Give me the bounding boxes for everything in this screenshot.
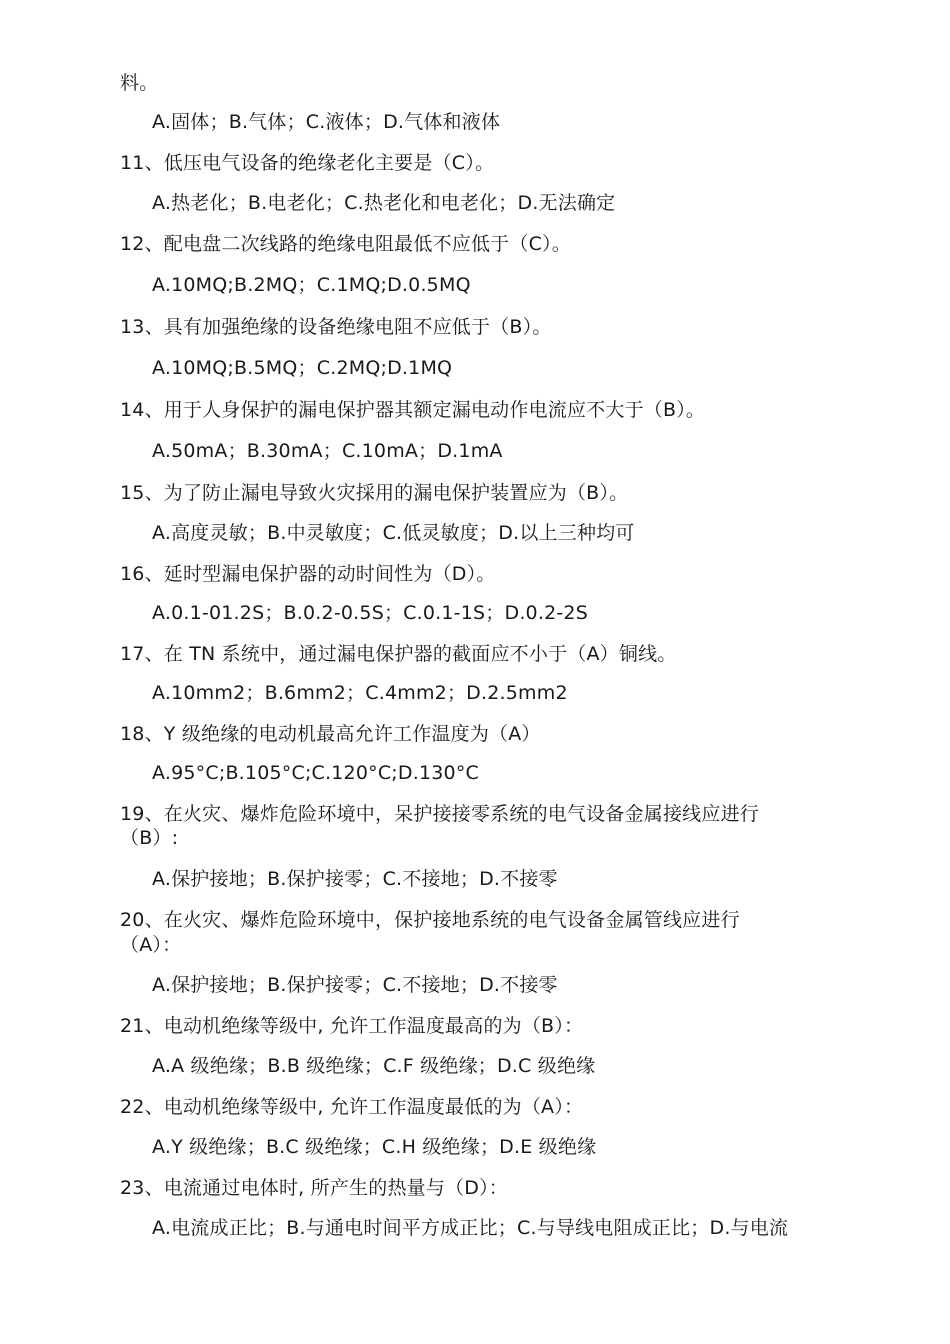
- text-line: A.电流成正比；B.与通电时间平方成正比；C.与导线电阻成正比；D.与电流: [152, 1217, 789, 1239]
- text-line: A.10mm2；B.6mm2；C.4mm2；D.2.5mm2: [152, 682, 568, 704]
- text-line: 23、电流通过电体时, 所产生的热量与（D）：: [120, 1177, 508, 1199]
- text-line: A.95°C;B.105°C;C.120°C;D.130°C: [152, 762, 479, 784]
- text-line: （A）：: [120, 934, 182, 956]
- text-line: 22、电动机绝缘等级中, 允许工作温度最低的为（A）：: [120, 1096, 584, 1118]
- text-line: 11、低压电气设备的绝缘老化主要是（C）。: [120, 152, 495, 174]
- text-line: A.10MQ;B.2MQ；C.1MQ;D.0.5MQ: [152, 274, 471, 296]
- text-line: 12、配电盘二次线路的绝缘电阻最低不应低于（C）。: [120, 233, 571, 255]
- text-line: 15、为了防止漏电导致火灾採用的漏电保护装置应为（B）。: [120, 482, 629, 504]
- text-line: A.50mA；B.30mA；C.10mA；D.1mA: [152, 440, 503, 462]
- text-line: A.A 级绝缘；B.B 级绝缘；C.F 级绝缘；D.C 级绝缘: [152, 1055, 596, 1077]
- text-line: 17、在 TN 系统中，通过漏电保护器的截面应不小于（A）铜线。: [120, 643, 677, 665]
- text-line: （B）:: [120, 827, 179, 849]
- text-line: 料。: [120, 72, 159, 94]
- text-line: 20、在火灾、爆炸危险环境中，保护接地系统的电气设备金属管线应进行: [120, 909, 740, 931]
- text-line: A.Y 级绝缘；B.C 级绝缘；C.H 级绝缘；D.E 级绝缘: [152, 1136, 597, 1158]
- text-line: 16、延时型漏电保护器的动时间性为（D）。: [120, 563, 496, 585]
- text-line: A.0.1-01.2S；B.0.2-0.5S；C.0.1-1S；D.0.2-2S: [152, 602, 588, 624]
- text-line: 19、在火灾、爆炸危险环境中，呆护接接零系统的电气设备金属接线应进行: [120, 803, 759, 825]
- text-line: A.保护接地；B.保护接零；C.不接地；D.不接零: [152, 868, 558, 890]
- text-line: A.高度灵敏；B.中灵敏度；C.低灵敏度；D.以上三种均可: [152, 522, 635, 544]
- text-line: A.热老化；B.电老化；C.热老化和电老化；D.无法确定: [152, 192, 616, 214]
- text-line: 18、Y 级绝缘的电动机最高允许工作温度为（A）: [120, 723, 541, 745]
- text-line: 13、具有加强绝缘的设备绝缘电阻不应低于（B）。: [120, 316, 552, 338]
- text-line: 21、电动机绝缘等级中, 允许工作温度最高的为（B）：: [120, 1015, 584, 1037]
- text-line: A.固体；B.气体；C.液体；D.气体和液体: [152, 111, 501, 133]
- text-line: A.10MQ;B.5MQ；C.2MQ;D.1MQ: [152, 357, 453, 379]
- text-line: A.保护接地；B.保护接零；C.不接地；D.不接零: [152, 974, 558, 996]
- text-line: 14、用于人身保护的漏电保护器其额定漏电动作电流应不大于（B）。: [120, 399, 706, 421]
